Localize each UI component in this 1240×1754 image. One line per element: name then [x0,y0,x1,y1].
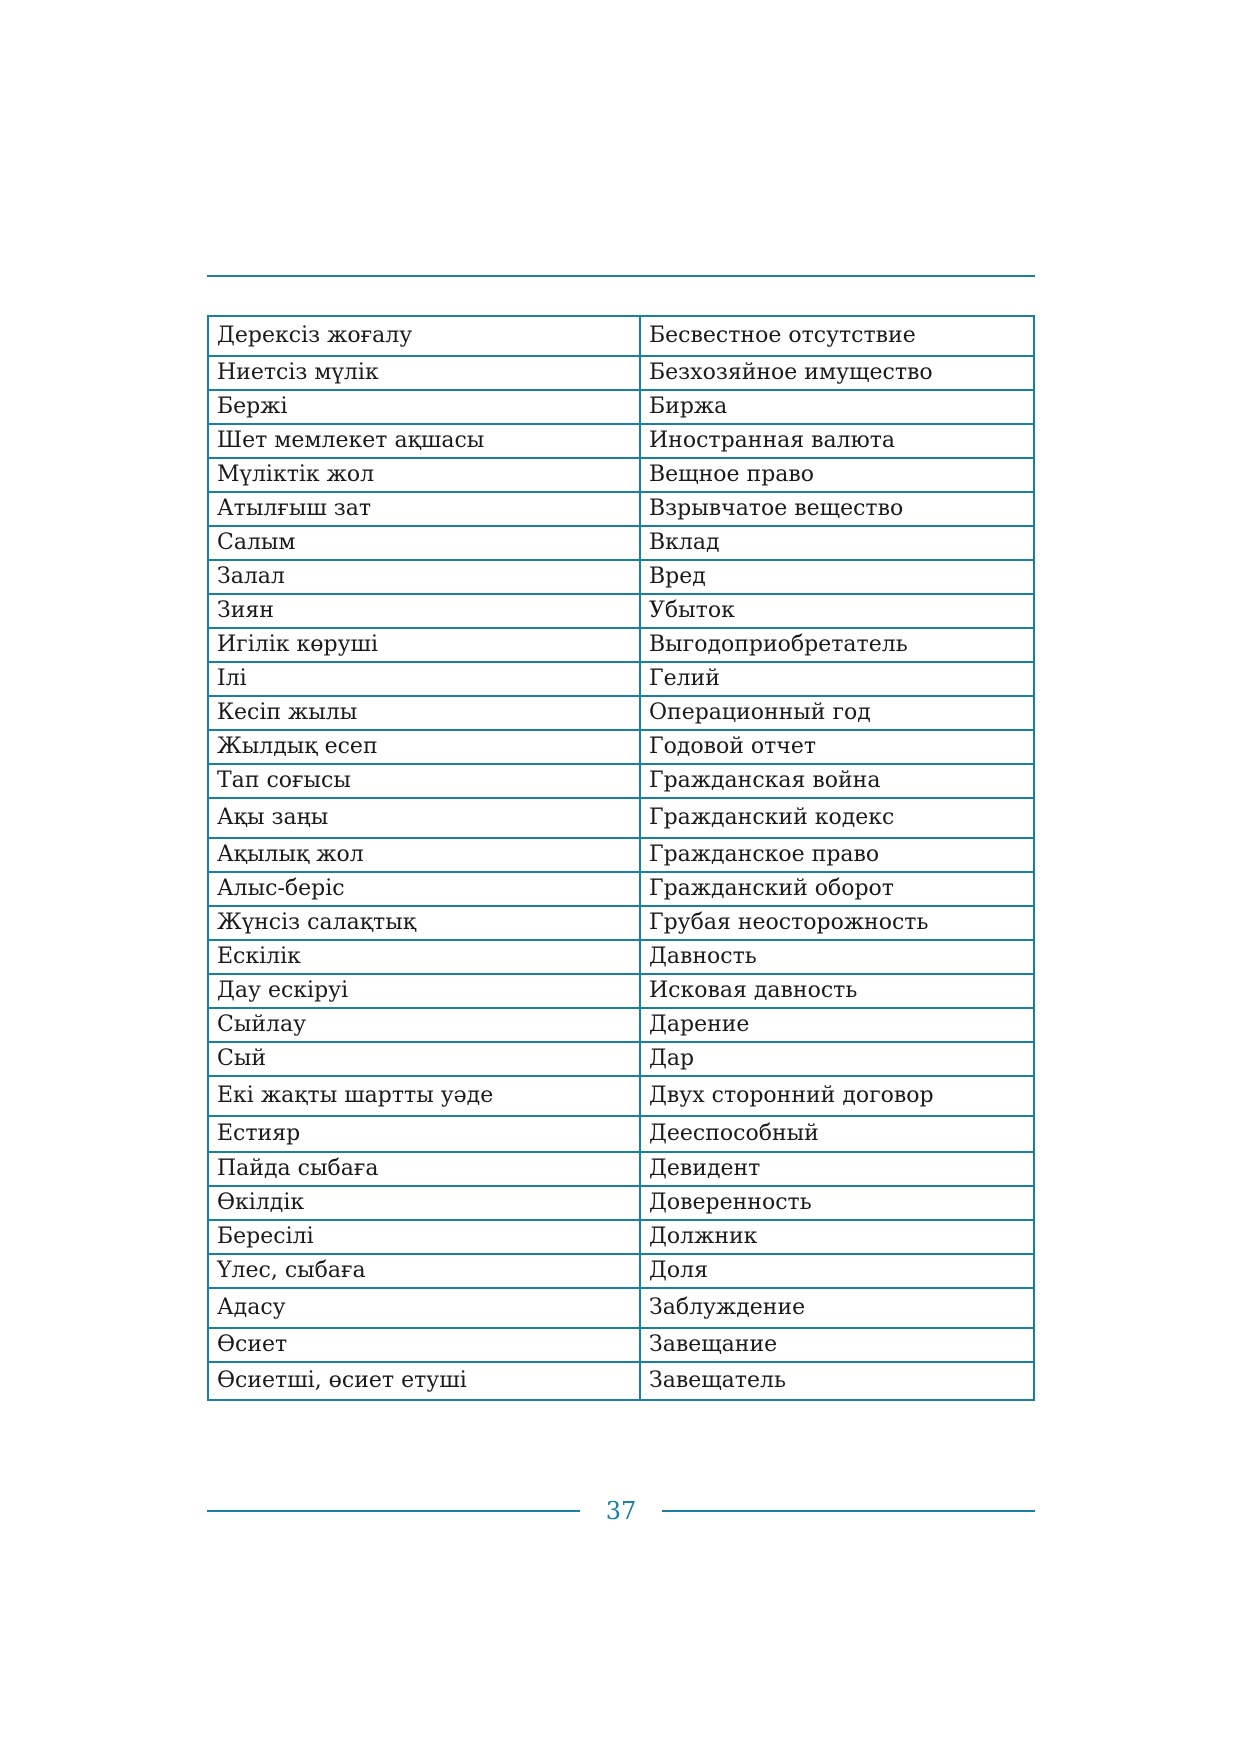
kazakh-term: Сыйлау [208,1008,640,1042]
footer-rule-right [662,1510,1035,1512]
kazakh-term: Зиян [208,594,640,628]
russian-term: Гражданское право [640,838,1034,872]
kazakh-term: Жылдық есеп [208,730,640,764]
russian-term: Вещное право [640,458,1034,492]
table-row [208,798,1034,838]
kazakh-term: Кесіп жылы [208,696,640,730]
table-row [208,1362,1034,1400]
table-row [208,356,1034,390]
table-row [208,492,1034,526]
russian-term: Исковая давность [640,974,1034,1008]
russian-term: Дарение [640,1008,1034,1042]
kazakh-term: Бержі [208,390,640,424]
russian-term: Безхозяйное имущество [640,356,1034,390]
russian-term: Гелий [640,662,1034,696]
kazakh-term: Өсиет [208,1328,640,1362]
kazakh-term: Өсиетші, өсиет етуші [208,1362,640,1400]
kazakh-term: Залал [208,560,640,594]
kazakh-term: Пайда сыбаға [208,1152,640,1186]
russian-term: Убыток [640,594,1034,628]
table-row [208,764,1034,798]
table-row [208,1328,1034,1362]
table-row [208,662,1034,696]
russian-term: Дееспособный [640,1116,1034,1152]
table-row [208,1152,1034,1186]
table-row [208,974,1034,1008]
kazakh-term: Алыс-беріс [208,872,640,906]
table-row [208,1220,1034,1254]
russian-term: Вклад [640,526,1034,560]
kazakh-term: Ақылық жол [208,838,640,872]
table-row [208,1008,1034,1042]
kazakh-term: Мүліктік жол [208,458,640,492]
table-row [208,526,1034,560]
kazakh-term: Ілі [208,662,640,696]
table-row [208,906,1034,940]
table-row [208,872,1034,906]
table-row [208,424,1034,458]
russian-term: Иностранная валюта [640,424,1034,458]
table-row [208,1254,1034,1288]
russian-term: Бесвестное отсутствие [640,316,1034,356]
kazakh-term: Дерексіз жоғалу [208,316,640,356]
russian-term: Доверенность [640,1186,1034,1220]
table-row [208,390,1034,424]
kazakh-term: Естияр [208,1116,640,1152]
table-row [208,1186,1034,1220]
russian-term: Гражданский оборот [640,872,1034,906]
russian-term: Биржа [640,390,1034,424]
kazakh-term: Шет мемлекет ақшасы [208,424,640,458]
russian-term: Заблуждение [640,1288,1034,1328]
russian-term: Гражданский кодекс [640,798,1034,838]
table-row [208,458,1034,492]
footer-rule-left [207,1510,580,1512]
table-row [208,1042,1034,1076]
russian-term: Грубая неосторожность [640,906,1034,940]
glossary-table [207,315,1035,1401]
russian-term: Девидент [640,1152,1034,1186]
russian-term: Двух сторонний договор [640,1076,1034,1116]
table-row [208,696,1034,730]
header-rule [207,275,1035,277]
russian-term: Давность [640,940,1034,974]
kazakh-term: Адасу [208,1288,640,1328]
russian-term: Дар [640,1042,1034,1076]
table-row [208,594,1034,628]
glossary-body [208,316,1034,1400]
table-row [208,316,1034,356]
kazakh-term: Тап соғысы [208,764,640,798]
kazakh-term: Ниетсіз мүлік [208,356,640,390]
russian-term: Операционный год [640,696,1034,730]
russian-term: Доля [640,1254,1034,1288]
table-row [208,1076,1034,1116]
russian-term: Завещание [640,1328,1034,1362]
kazakh-term: Салым [208,526,640,560]
table-row [208,940,1034,974]
table-row [208,730,1034,764]
kazakh-term: Ескілік [208,940,640,974]
kazakh-term: Игілік көруші [208,628,640,662]
table-row [208,560,1034,594]
russian-term: Завещатель [640,1362,1034,1400]
kazakh-term: Сый [208,1042,640,1076]
table-row [208,838,1034,872]
kazakh-term: Өкілдік [208,1186,640,1220]
kazakh-term: Жүнсіз салақтық [208,906,640,940]
kazakh-term: Үлес, сыбаға [208,1254,640,1288]
russian-term: Взрывчатое вещество [640,492,1034,526]
table-row [208,1288,1034,1328]
page-number: 37 [605,1497,637,1525]
russian-term: Должник [640,1220,1034,1254]
kazakh-term: Ақы заңы [208,798,640,838]
kazakh-term: Бересілі [208,1220,640,1254]
table-row [208,628,1034,662]
russian-term: Выгодоприобретатель [640,628,1034,662]
russian-term: Вред [640,560,1034,594]
page-footer [207,1496,1035,1526]
kazakh-term: Екі жақты шартты уәде [208,1076,640,1116]
kazakh-term: Дау ескіруі [208,974,640,1008]
russian-term: Гражданская война [640,764,1034,798]
kazakh-term: Атылғыш зат [208,492,640,526]
table-row [208,1116,1034,1152]
russian-term: Годовой отчет [640,730,1034,764]
